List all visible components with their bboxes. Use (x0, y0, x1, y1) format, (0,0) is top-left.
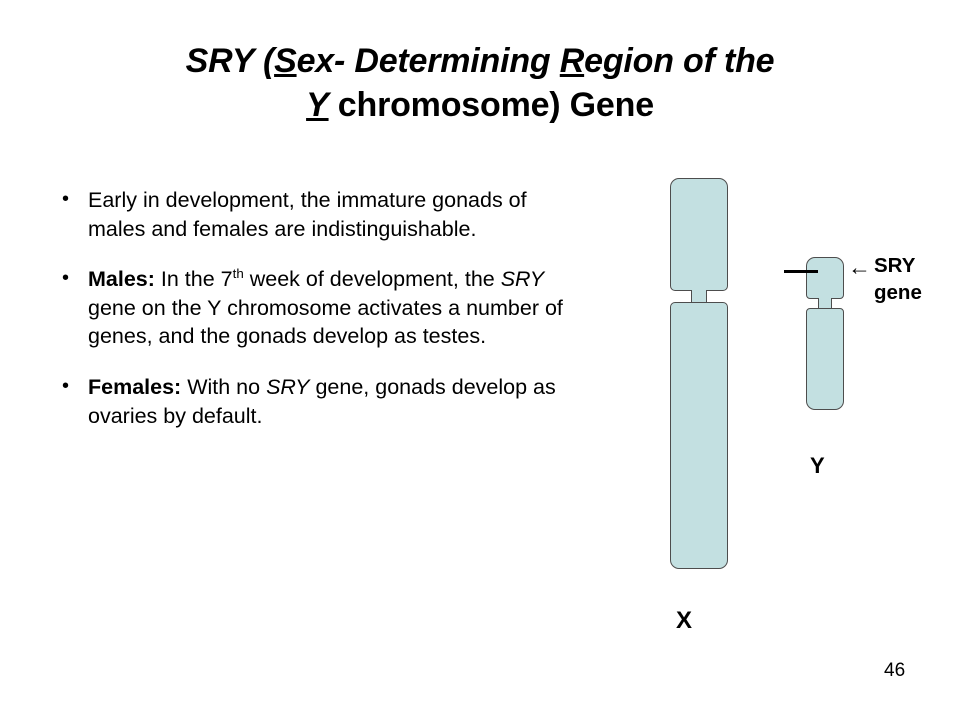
bullet-item-development (52, 186, 572, 243)
left-arrow-icon: ← (848, 254, 871, 280)
title-text-pre: SRY ( (185, 42, 275, 80)
y-chromosome-label: Y (810, 453, 825, 478)
page-title (40, 40, 920, 127)
bullet-item-males (52, 265, 572, 351)
bullet-text-part1: With no (181, 374, 267, 399)
bullet-marker-icon: • (62, 188, 70, 210)
y-chromosome-short-arm (806, 257, 844, 299)
x-chromosome-short-arm (670, 178, 728, 291)
title-text-mid: ex- Determining (296, 42, 560, 80)
bullet-marker-icon: • (62, 374, 70, 397)
bullet-gene-name: SRY (500, 267, 545, 292)
title-text-post: egion of the (584, 42, 775, 80)
title-underline-y: Y (306, 85, 329, 124)
title-line-1 (186, 42, 775, 80)
y-chromosome-long-arm (806, 308, 844, 410)
x-chromosome-long-arm (670, 302, 728, 569)
chromosome-diagram (620, 165, 950, 665)
bullet-text-part1: In the 7 (154, 267, 233, 292)
title-text-end: chromosome) Gene (328, 85, 654, 124)
sry-pointer-line-icon (784, 270, 818, 273)
bullet-marker-icon: • (62, 267, 70, 290)
bullet-text-part2: week of development, the (243, 267, 501, 292)
title-line-2 (306, 86, 654, 124)
sry-annotation-line-2: gene (874, 280, 922, 304)
sry-annotation-line-1: SRY (874, 254, 916, 277)
bullet-item-females (52, 373, 572, 430)
bullet-text-part3: gene on the Y chromosome activates a number of genes, and the gonads develop as testes. (88, 295, 563, 349)
sry-gene-annotation (874, 253, 922, 306)
bullet-lead-females: Females: (88, 374, 182, 399)
bullet-ordinal-suffix: th (232, 266, 244, 282)
slide-number: 46 (884, 660, 906, 681)
bullet-list (52, 186, 572, 430)
x-chromosome-label: X (676, 607, 693, 634)
bullet-text: Early in development, the immature gonads of males and females are indistinguishable. (88, 188, 527, 241)
bullet-gene-name: SRY (266, 374, 310, 399)
title-underline-r: R (559, 42, 585, 80)
bullet-text-part2: gene, gonads develop as ovaries by default. (88, 374, 556, 428)
bullet-lead-males: Males: (88, 267, 155, 292)
title-underline-s: S (274, 42, 297, 80)
